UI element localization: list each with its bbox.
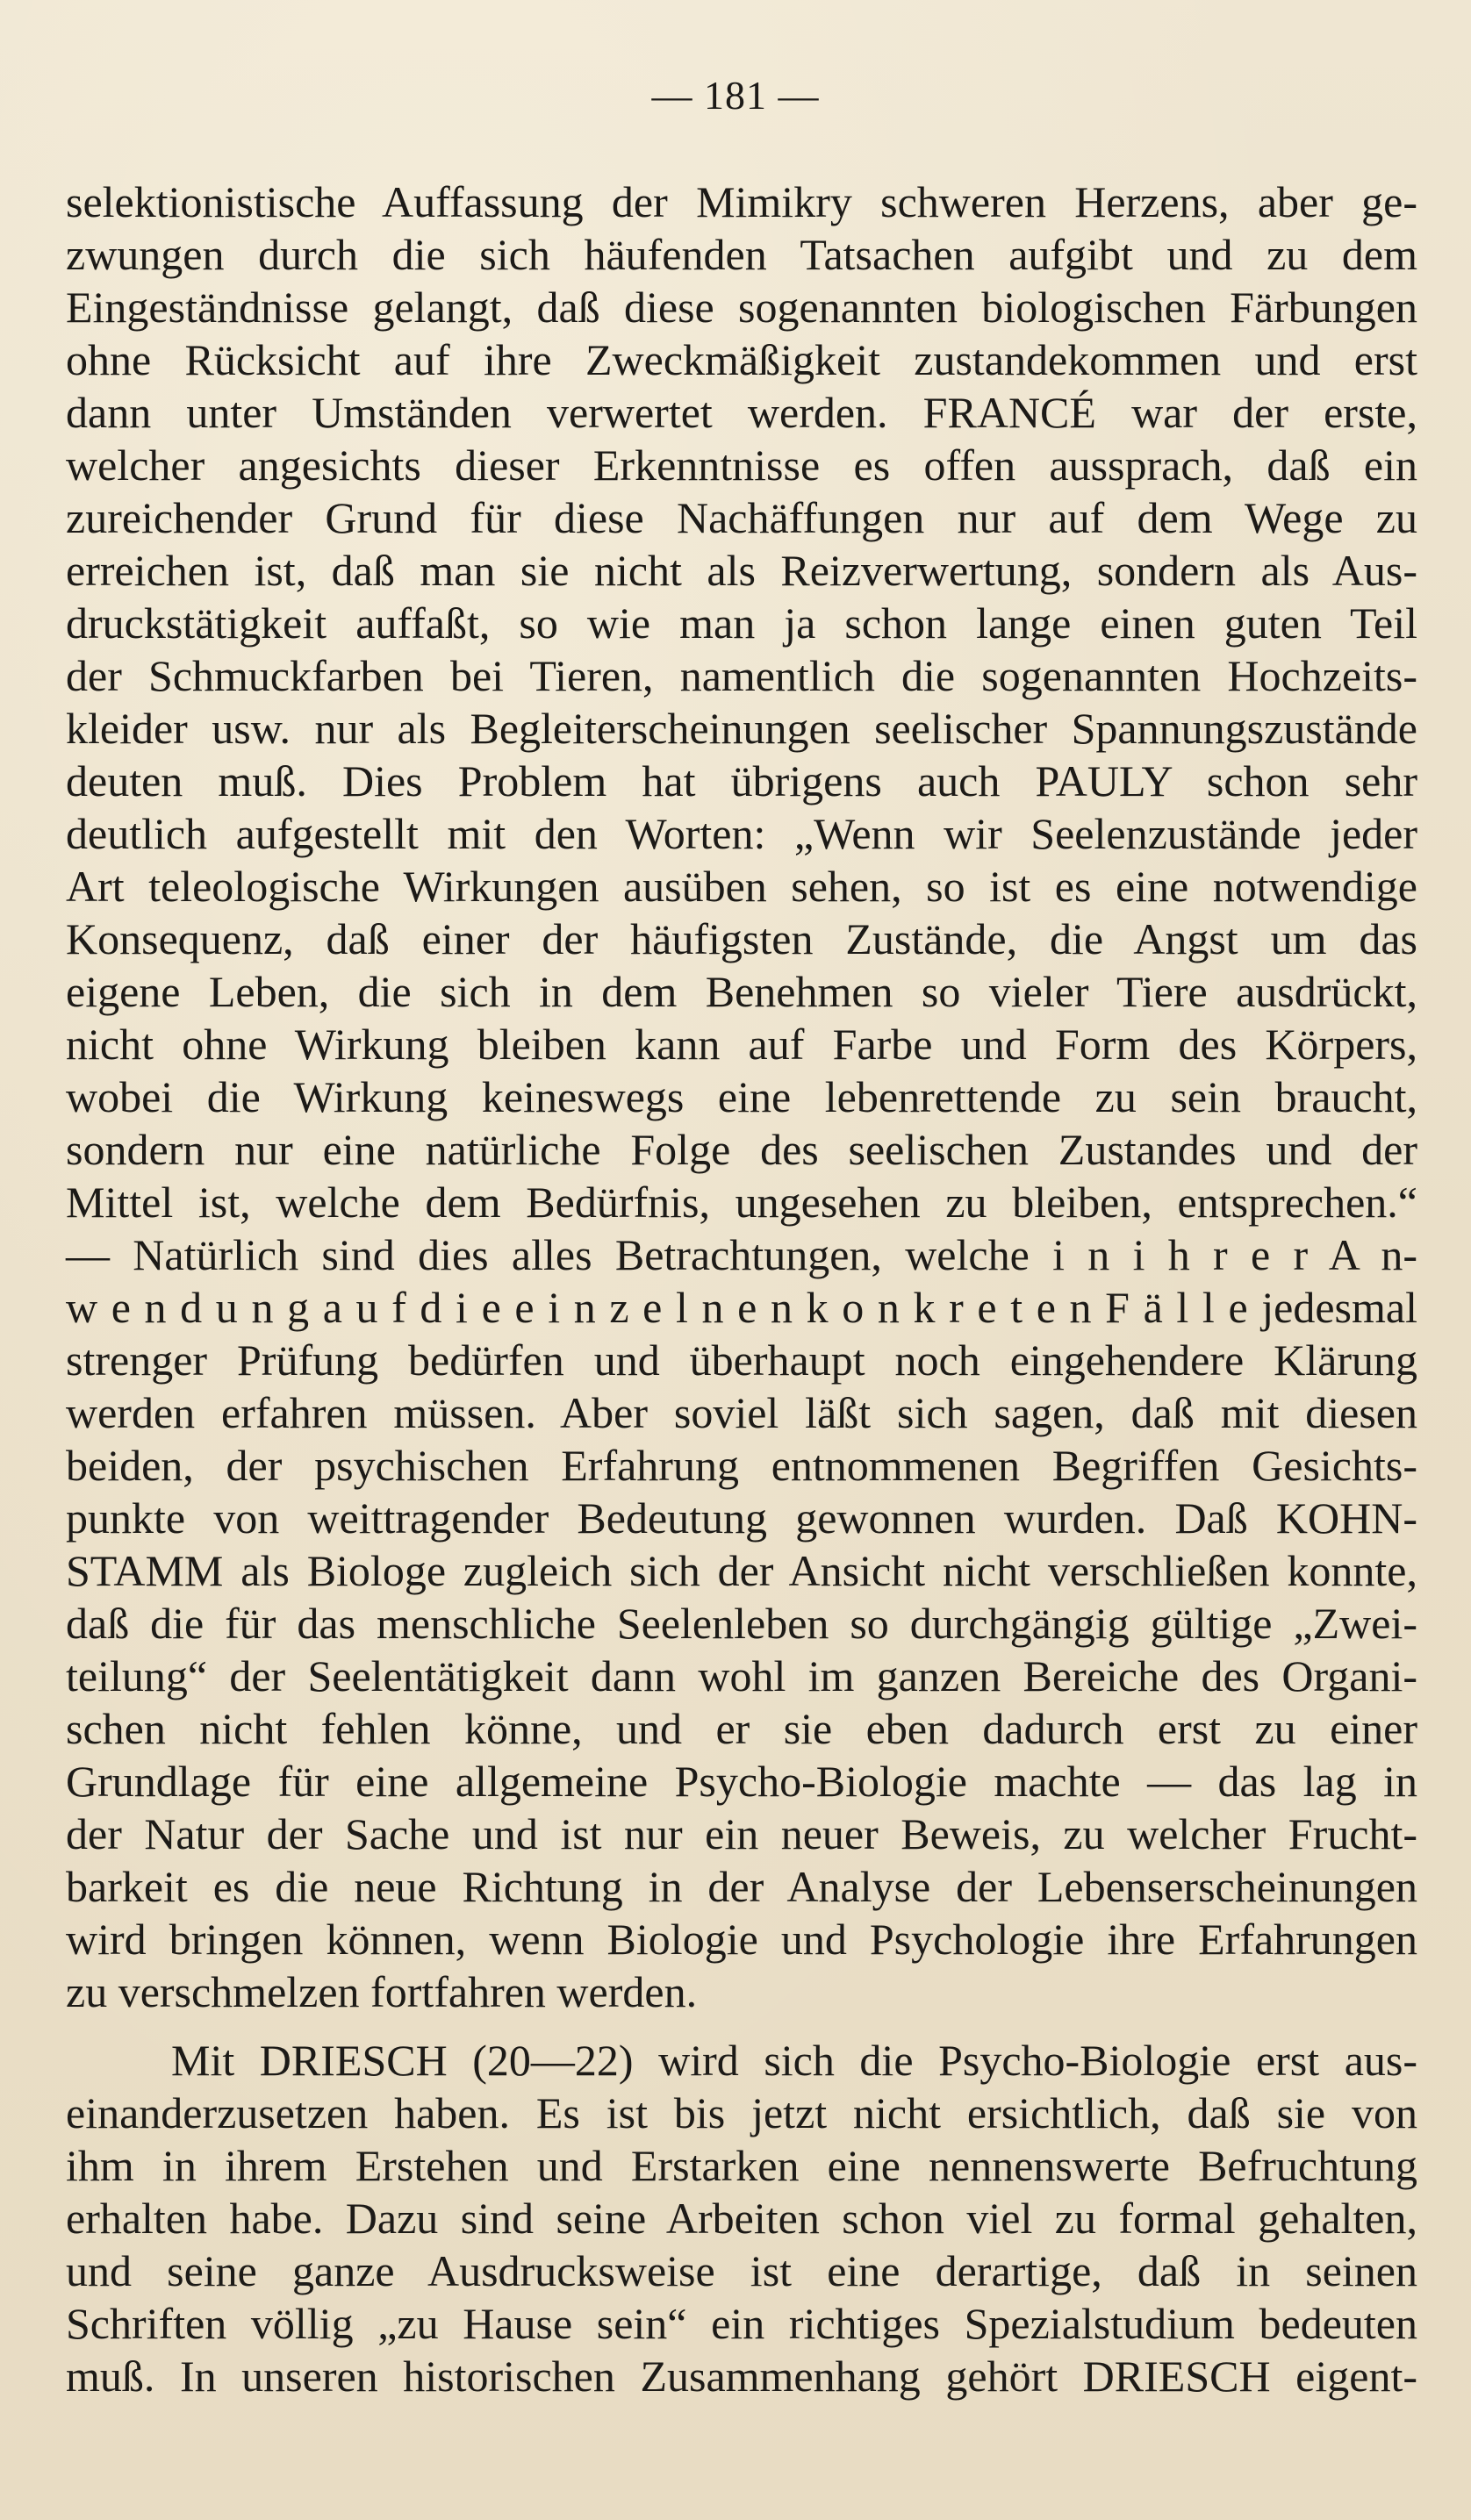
text-line: ohne Rücksicht auf ihre Zweckmäßigkeit zustandekommen und erst (66, 335, 1417, 384)
text-line: — Natürlich sind dies alles Betrachtungen, welche i n i h r e r A n- (66, 1230, 1417, 1279)
text-line: eigene Leben, die sich in dem Benehmen so vieler Tiere ausdrückt, (66, 967, 1417, 1016)
text-line: teilung“ der Seelentätigkeit dann wohl im ganzen Bereiche des Organi- (66, 1651, 1417, 1700)
text-line: STAMM als Biologe zugleich sich der Ansicht nicht verschließen konnte, (66, 1546, 1417, 1595)
text-line: der Schmuckfarben bei Tieren, namentlich die sogenannten Hochzeits- (66, 651, 1417, 700)
text-line: erreichen ist, daß man sie nicht als Reizverwertung, sondern als Aus- (66, 546, 1417, 595)
text-line: Grundlage für eine allgemeine Psycho-Biologie machte — das lag in (66, 1757, 1417, 1806)
text-line: zu verschmelzen fortfahren werden. (66, 1967, 698, 2016)
text-line: punkte von weittragender Bedeutung gewonnen wurden. Daß KOHN- (66, 1493, 1417, 1543)
paragraph-gap (66, 2018, 1417, 2034)
text-line: schen nicht fehlen könne, und er sie eben dadurch erst zu einer (66, 1704, 1417, 1753)
body-text (66, 175, 1417, 2402)
text-line: ihm in ihrem Erstehen und Erstarken eine nennenswerte Befruchtung (66, 2141, 1417, 2190)
text-line: muß. In unseren historischen Zusammenhang gehört DRIESCH eigent- (66, 2352, 1417, 2401)
text-line: wird bringen können, wenn Biologie und Psychologie ihre Erfahrungen (66, 1915, 1417, 1964)
text-line: strenger Prüfung bedürfen und überhaupt noch eingehendere Klärung (66, 1335, 1417, 1385)
text-line: zureichender Grund für diese Nachäffungen nur auf dem Wege zu (66, 493, 1417, 542)
text-line: und seine ganze Ausdrucksweise ist eine derartige, daß in seinen (66, 2246, 1417, 2295)
text-line: deuten muß. Dies Problem hat übrigens auch PAULY schon sehr (66, 756, 1417, 805)
text-line: erhalten habe. Dazu sind seine Arbeiten schon viel zu formal gehalten, (66, 2194, 1417, 2243)
text-line: Konsequenz, daß einer der häufigsten Zustände, die Angst um das (66, 914, 1417, 963)
text-line: Eingeständnisse gelangt, daß diese sogenannten biologischen Färbungen (66, 283, 1417, 332)
text-line: druckstätigkeit auffaßt, so wie man ja schon lange einen guten Teil (66, 598, 1417, 648)
text-line: selektionistische Auffassung der Mimikry schweren Herzens, aber ge- (66, 177, 1417, 226)
text-line: Art teleologische Wirkungen ausüben sehen, so ist es eine notwendige (66, 862, 1417, 911)
text-line: Mittel ist, welche dem Bedürfnis, ungesehen zu bleiben, entsprechen.“ (66, 1178, 1417, 1227)
text-line: welcher angesichts dieser Erkenntnisse es offen aussprach, daß ein (66, 440, 1417, 490)
text-line: Mit DRIESCH (20—22) wird sich die Psycho-Biologie erst aus- (171, 2036, 1417, 2085)
text-line: werden erfahren müssen. Aber soviel läßt sich sagen, daß mit diesen (66, 1388, 1417, 1437)
page-number: — 181 — (651, 73, 820, 118)
text-line: sondern nur eine natürliche Folge des seelischen Zustandes und der (66, 1125, 1417, 1174)
paragraph-2 (66, 2034, 1417, 2402)
text-line: kleider usw. nur als Begleiterscheinungen seelischer Spannungszustände (66, 704, 1417, 753)
text-line: barkeit es die neue Richtung in der Analyse der Lebenserscheinungen (66, 1862, 1417, 1911)
text-line: wobei die Wirkung keineswegs eine lebenrettende zu sein braucht, (66, 1072, 1417, 1121)
paragraph-1 (66, 175, 1417, 2018)
text-line: nicht ohne Wirkung bleiben kann auf Farbe und Form des Körpers, (66, 1020, 1417, 1069)
text-line: der Natur der Sache und ist nur ein neuer Beweis, zu welcher Frucht- (66, 1809, 1417, 1858)
text-line: beiden, der psychischen Erfahrung entnommenen Begriffen Gesichts- (66, 1441, 1417, 1490)
text-line: Schriften völlig „zu Hause sein“ ein richtiges Spezialstudium bedeuten (66, 2299, 1417, 2348)
text-line: einanderzusetzen haben. Es ist bis jetzt nicht ersichtlich, daß sie von (66, 2088, 1417, 2137)
text-line: zwungen durch die sich häufenden Tatsachen aufgibt und zu dem (66, 230, 1417, 279)
text-line: w e n d u n g a u f d i e e i n z e l n e n k o n k r e t e n F ä l l e jedesmal (66, 1283, 1417, 1332)
text-line: daß die für das menschliche Seelenleben so durchgängig gültige „Zwei- (66, 1599, 1417, 1648)
text-line: deutlich aufgestellt mit den Worten: „Wenn wir Seelenzustände jeder (66, 809, 1417, 858)
text-line: dann unter Umständen verwertet werden. FRANCÉ war der erste, (66, 388, 1417, 437)
